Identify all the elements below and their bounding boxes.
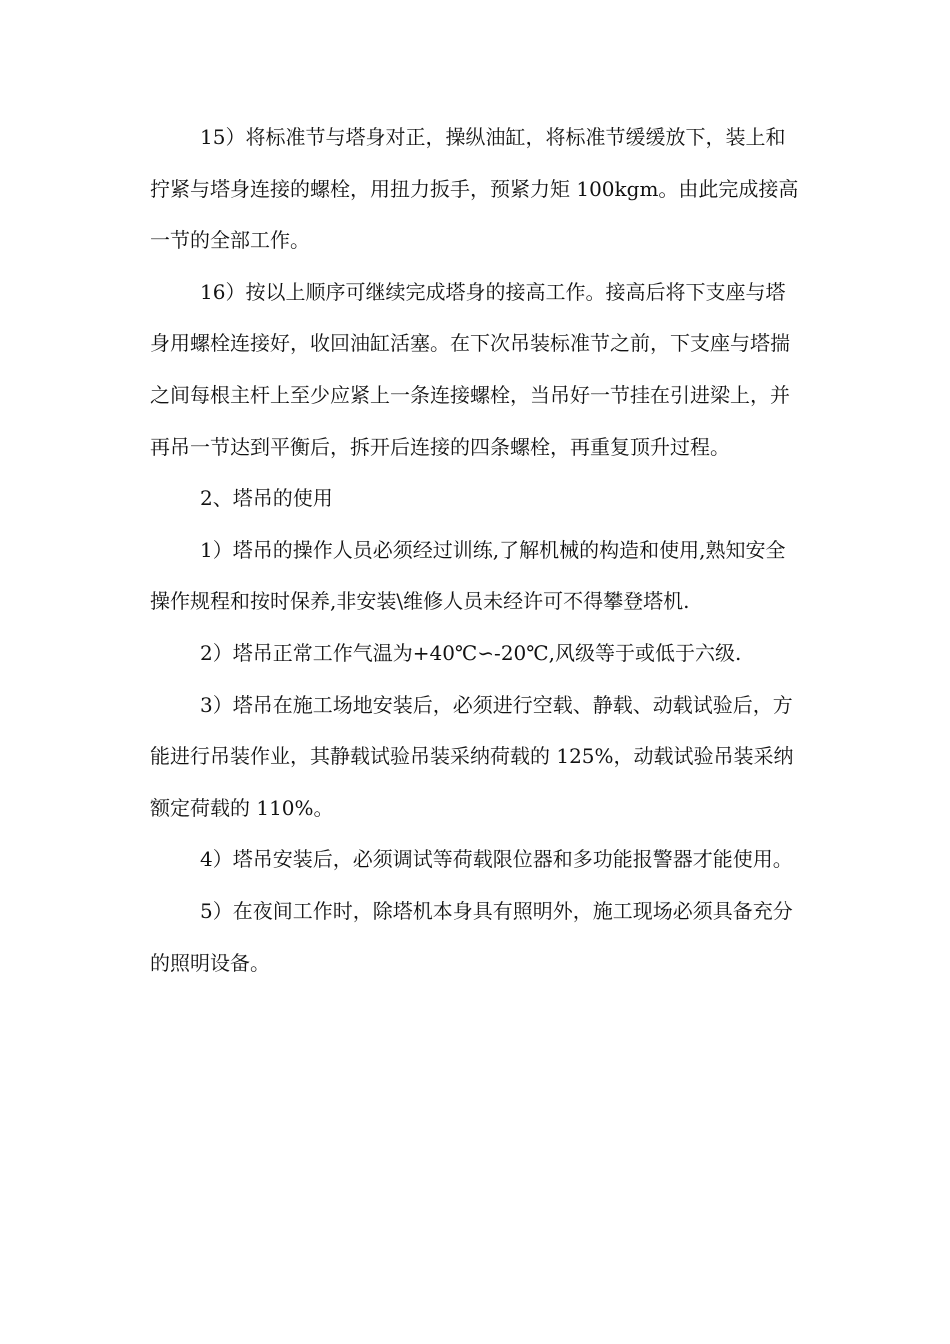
paragraph-use-2: 2）塔吊正常工作气温为+40℃∽-20℃,风级等于或低于六级. bbox=[200, 640, 742, 665]
paragraph-use-4: 4）塔吊安装后，必须调试等荷载限位器和多功能报警器才能使用。 bbox=[200, 847, 793, 872]
paragraph-step-16: 16）按以上顺序可继续完成塔身的接高工作。接高后将下支座与塔身用螺栓连接好，收回油缸活塞。在下次吊装标准节之前，下支座与塔揣之间每根主杆上至少应紧上一条连接螺栓，当吊好一节挂在引进梁上，并再吊一节达到平衡后，拆开后连接的四条螺栓，再重复顶升过程。 bbox=[150, 279, 790, 459]
paragraph-use-5: 5）在夜间工作时，除塔机本身具有照明外，施工现场必须具备充分的照明设备。 bbox=[150, 898, 793, 975]
paragraph-step-15: 15）将标准节与塔身对正，操纵油缸，将标准节缓缓放下，装上和拧紧与塔身连接的螺栓，用扭力扳手，预紧力矩 100kgm。由此完成接高一节的全部工作。 bbox=[150, 125, 799, 253]
document-body bbox=[150, 112, 800, 989]
section-heading-tower-crane-use: 2、塔吊的使用 bbox=[200, 486, 333, 511]
paragraph-use-1: 1）塔吊的操作人员必须经过训练,了解机械的构造和使用,熟知安全操作规程和按时保养,非安装\维修人员未经许可不得攀登塔机. bbox=[150, 537, 786, 614]
paragraph-use-3: 3）塔吊在施工场地安装后，必须进行空载、静载、动载试验后，方能进行吊装作业，其静载试验吊装采纳荷载的 125%，动载试验吊装采纳额定荷载的 110%。 bbox=[150, 692, 794, 820]
